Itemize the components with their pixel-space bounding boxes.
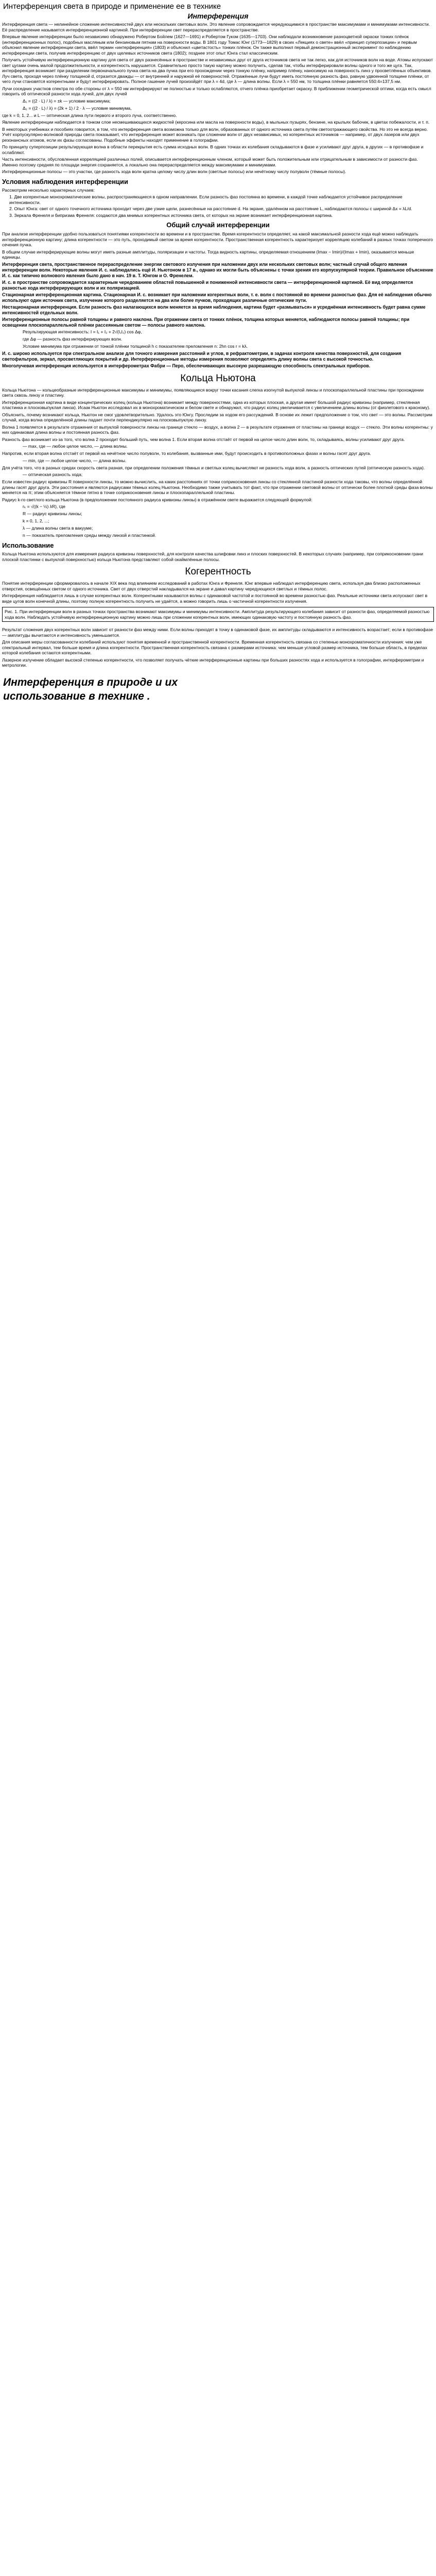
formula: λ — длина волны света в вакууме; [23, 526, 93, 531]
paragraph: Интерференционная картина в виде концентрических колец (кольца Ньютона) возникает между поверхностями, одна из которых плоская, а другая имеет большой радиус кривизны (например, стеклянная пластинка и плосковыпуклая линза). Исаак Ньютон исследовал их в монохроматическом и белом свете и обнаружил, что радиус колец увеличивается с увеличением длины волны (от фиолетового к красному). [2, 399, 430, 410]
paragraph: Интерференционные полосы — это участки, где разность хода волн кратна целому числу длин волн (светлые полосы) или нечётному числу полуволн (тёмные полосы). [2, 169, 346, 174]
section-heading-general-case: Общий случай интерференции [166, 221, 270, 229]
paragraph: Явление интерференции наблюдается в тонком слое несмешивающихся жидкостей (керосина или масла на поверхности воды), в мыльных пузырях, бензине, на крыльях бабочек, в цветах побежалости, и т. п. [2, 120, 430, 125]
formula: Результирующая интенсивность: I = I₁ + I₂ + 2√(I₁I₂) cos Δφ, [23, 329, 142, 334]
formula: — max, где — любое целое число, — длина волны. [23, 444, 128, 449]
formula: rₖ = √((k − ½) λR), где [23, 504, 66, 509]
closing-heading: Интерференция в природе и их использование в технике . [3, 676, 178, 702]
section-heading-interference: Интерференция [187, 12, 249, 20]
paragraph: Напротив, если вторая волна отстаёт от первой на нечётное число полуволн, то колебания, вызванные ими, будут происходить в противоположных фазах и волны гасят друг друга. [2, 451, 371, 456]
formula: Δ₂ = ((2 · L) / λ) = (2k + 1) / 2 · λ — условие минимума, [23, 105, 132, 111]
formula: — min, где — любое целое число, — длина волны. [23, 457, 127, 463]
paragraph: Интерференция света — нелинейное сложение интенсивностей двух или нескольких световых волн. Это явление сопровождается чередующимися в пространстве максимумами и минимумами интенсивности. Её распределение называется интерференционной картиной. При интерференции свет перераспределяется в пространстве. [2, 22, 430, 32]
paragraph: Лазерное излучение обладает высокой степенью когерентности, что позволяет получать чёткие интерференционные картины при больших разностях хода и используется в голографии, интерферометрии и метрологии. [2, 657, 424, 668]
paragraph: Если известен радиус кривизны R поверхности линзы, то можно вычислить, на каких расстояниях от точки соприкосновения линзы со стеклянной пластиной разности хода таковы, что волны определённой длины гасят друг друга. Эти расстояния и являются радиусами тёмных колец Ньютона. Необходимо также учитывать тот факт, что при отражении световой волны от оптически более плотной среды фаза волны меняется на π; этим объясняется тёмное пятно в точке соприкосновения линзы и плоскопараллельной пластины. [2, 479, 433, 495]
paragraph: Рассмотрим несколько характерных случаев: [2, 187, 95, 193]
formula: где Δφ — разность фаз интерферирующих волн. [23, 336, 123, 342]
paragraph: Интерференция наблюдается лишь в случае когерентных волн. Когерентными называются волны с одинаковой частотой и постоянной во времени разностью фаз. Реальные источники света испускают свет в виде цугов волн конечной длины, поэтому полную когерентность получить не удаётся, а можно говорить лишь о частичной когерентности излучения. [2, 593, 428, 604]
paragraph: Лучи соседних участков спектра по обе стороны от λ = 550 нм интерферируют не полностью и только ослабляются, отчего плёнка приобретает окраску. В приближении геометрической оптики, когда есть смысл говорить об оптической разности хода лучей, для двух лучей [2, 86, 431, 96]
bold-paragraph: Нестационарная интерференция. Если разность фаз налагающихся волн меняется за время наблюдения, картина будет «размываться» и усреднённая интенсивность будет равна сумме интенсивностей отдельных волн. [2, 304, 426, 315]
bold-paragraph: И. с. в пространстве сопровождается характерным чередованием областей повышенной и пониженной интенсивности света — интерференционной картиной. Её вид определяется разностью хода интерферирующих волн и их поляризацией. [2, 279, 413, 291]
document-title: Интерференция света в природе и применение ее в технике [3, 2, 221, 11]
paragraph: Получить устойчивую интерференционную картину для света от двух разнесённых в пространстве и независимых друг от друга источников света не так легко, как для источников волн на воде. Атомы испускают свет цугами очень малой продолжительности, и когерентность нарушается. Сравнительно просто такую картину можно получить, сделав так, чтобы интерферировали волны одного и того же цуга. Так, интерференция возникает при разделении первоначального пучка света на два пучка при его прохождении через тонкую плёнку, например плёнку, наносимую на поверхность линз у просветлённых объективов. Луч света, проходя через плёнку толщиной d, отразится дважды — от внутренней и наружной её поверхностей. Отражённые лучи будут иметь постоянную разность фаз, равную удвоенной толщине плёнки, от чего лучи становятся когерентными и будут интерферировать. Полное гашение лучей произойдёт при λ = 4d, где λ — длина волны. Если λ = 550 нм, то толщина плёнки равняется 550:4=137,5 нм. [2, 57, 433, 84]
section-heading-newton-rings: Кольца Ньютона [180, 372, 256, 384]
paragraph: Для учёта того, что в разных средах скорость света разная, при определении положения тёмных и светлых колец вычисляют не разность хода волн, а разность оптических путей (оптическую разность хода). [2, 465, 425, 470]
formula: Δ₁ = ((2 · L) / λ) = ±k — условие максимума; [23, 98, 111, 104]
list-item: 1. Две когерентные монохроматические волны, распространяющиеся в одном направлении. Если разность фаз постоянна во времени, в каждой точке наблюдается устойчивое распределение интенсивности. [9, 194, 403, 205]
list-item: 2. Опыт Юнга: свет от одного точечного источника проходит через две узкие щели, разнесённые на расстояние d. На экране, удалённом на расстояние L, наблюдаются полосы с шириной Δx = λL/d. [9, 206, 412, 211]
section-heading-conditions: Условия наблюдения интерференции [2, 177, 129, 185]
section-heading-coherence: Когерентность [185, 566, 251, 577]
formula: k = 0, 1, 2, ...; [23, 518, 49, 523]
figure-caption-box: Рис. 1. При интерференции волн в разных точках пространства возникают максимумы и минимумы интенсивности. Амплитуда результирующего колебания зависит от разности фаз, определяемой разностью хода волн. Наблюдать устойчивую интерференционную картину можно лишь при сложении когерентных волн, имеющих одинаковую частоту и постоянную разность фаз. [2, 607, 434, 622]
paragraph: Понятие интерференции сформировалось в начале XIX века под влиянием исследований в работах Юнга и Френеля. Юнг впервые наблюдал интерференцию света, используя два близко расположенных отверстия, освещённых светом от одного источника. Свет от двух отверстий накладывался на экране и давал картину чередующихся светлых и тёмных полос. [2, 581, 421, 591]
paragraph: Часть интенсивности, обусловленная корреляцией различных полей, описывается интерференционным членом, который может быть положительным или отрицательным в зависимости от разности фаз. Именно поэтому средняя по площади энергия сохраняется, а локально она перераспределяется между максимумами и минимумами. [2, 157, 418, 167]
bold-paragraph: Интерференция света, пространственное перераспределение энергии светового излучения при наложении двух или нескольких световых волн; частный случай общего явления интерференции волн. Некоторые явления И. с. наблюдались ещё И. Ньютоном в 17 в., однако их могли быть объяснены с точки зрения его корпускулярной теории. Правильное объяснение И. с. как типично волнового явления было дано в нач. 19 в. Т. Юнгом и О. Френелем. [2, 261, 433, 278]
paragraph: При анализе интерференции удобно пользоваться понятиями когерентности во времени и в пространстве. Время когерентности определяет, на какой максимальной разности хода ещё можно наблюдать интерференционную картину; длина когерентности — это путь, проходимый светом за время когерентности. Пространственная когерентность характеризует корреляцию колебаний в разных точках поперечного сечения пучка. [2, 231, 433, 247]
formula: n — показатель преломления среды между линзой и пластинкой. [23, 533, 156, 538]
paragraph: Объяснить, почему возникают кольца, Ньютон не смог удовлетворительно. Удалось это Юнгу. Проследим за ходом его рассуждений. В основе их лежит предположение о том, что свет — это волны. Рассмотрим случай, когда волна определённой длины падает почти перпендикулярно на плосковыпуклую линзу. [2, 412, 432, 422]
formula: Условие минимума при отражении от тонкой плёнки толщиной h с показателем преломления n: 2hn cos r = kλ. [23, 343, 248, 349]
paragraph: В общем случае интерферирующие волны могут иметь разные амплитуды, поляризации и частоты. Тогда видность картины, определяемая отношением (Imax − Imin)/(Imax + Imin), оказывается меньше единицы. [2, 249, 414, 260]
bold-paragraph: Интерференционные полосы равной толщины и равного наклона. При отражении света от тонких плёнок, толщина которых меняется, наблюдаются полосы равной толщины; при освещении плоскопараллельной плёнки рассеянным светом — полосы равного наклона. [2, 316, 410, 328]
paragraph: В некоторых учебниках и пособиях говорится, в том, что интерференция света возможна только для волн, образованных от одного источника света путём светоотражающего свойства. Но это не всегда верно. Учёт корпускулярно-волновой природы света показывает, что интерференция может возникать при сложении волн от двух независимых, но когерентных источников — например, от двух лазеров или двух резонансных атомов, если их фазы согласованы. Подобные эффекты находят применение в голографии. [2, 126, 428, 143]
paragraph: По принципу суперпозиции результирующая волна в области перекрытия есть сумма исходных волн. В одних точках их колебания складываются в фазе и усиливают друг друга, в других — в противофазе и ослабляют. [2, 144, 424, 155]
paragraph: где k = 0, 1, 2... и L — оптическая длина пути первого и второго луча, соответственно. [2, 112, 177, 118]
paragraph: Результат сложения двух когерентных волн зависит от разности фаз между ними. Если волны приходят в точку в одинаковой фазе, их амплитуды складываются и интенсивность возрастает; если в противофазе — амплитуды вычитаются и интенсивность уменьшается. [2, 627, 433, 638]
article-body [0, 22, 436, 668]
paragraph: Для описания меры согласованности колебаний используют понятия временной и пространственной когерентности. Временная когерентность связана со степенью монохроматичности излучения: чем уже спектральный интервал, тем больше время и длина когерентности. Пространственная когерентность связана с размерами источника: чем меньше угловой размер источника, тем больше область, в пределах которой колебания остаются когерентными. [2, 639, 427, 655]
list-item: 3. Зеркала Френеля и бипризма Френеля: создаются два мнимых когерентных источника света, от которых на экране возникает интерференционная картина. [9, 212, 333, 218]
paragraph: Волна 1 появляется в результате отражения от выпуклой поверхности линзы на границе стекло — воздух, а волна 2 — в результате отражения от пластины на границе воздух — стекло. Эти волны когерентны: у них одинаковая длина волны и постоянная разность фаз. [2, 424, 433, 435]
paragraph: Впервые явление интерференции было независимо обнаружено Робертом Бойлем (1627—1691) и Робертом Гуком (1635—1703). Они наблюдали возникновение разноцветной окраски тонких плёнок (интерференционных полос), подобных масляным или бензиновым пятнам на поверхности воды. В 1801 году Томас Юнг (1773—1829) в своих «Лекциях о свете» ввёл «принцип суперпозиции» и первым объяснил явление интерференции света, ввёл термин «интерференция» (1803) и объяснил «цветастость» тонких плёнок. Он также выполнил первый демонстрационный эксперимент по наблюдению интерференции света, получив интерференцию от двух щелевых источников света (1802); позднее этот опыт Юнга стал классическим. [2, 34, 417, 56]
formula: R — радиус кривизны линзы; [23, 511, 82, 516]
paragraph: Радиус k-го светлого кольца Ньютона (в предположении постоянного радиуса кривизны линзы) в отражённом свете выражается следующей формулой: [2, 497, 312, 502]
bold-paragraph: Многолучевая интерференция используется в интерферометрах Фабри — Перо, обеспечивающих высокую разрешающую способность спектральных приборов. [2, 363, 371, 368]
formula: — оптическая разность хода; [23, 472, 83, 477]
bold-paragraph: И. с. широко используется при спектральном анализе для точного измерения расстояний и углов, в рефрактометрии, в задачах контроля качества поверхностей, для создания светофильтров, зеркал, просветляющих покрытий и др. Интерференционные методы измерения позволяют определять длину волны света с высокой точностью. [2, 350, 402, 362]
paragraph: Разность фаз возникает из-за того, что волна 2 проходит больший путь, чем волна 1. Если вторая волна отстаёт от первой на целое число длин волн, то, складываясь, волны усиливают друг друга. [2, 436, 405, 442]
paragraph: Кольца Ньютона — кольцеобразные интерференционные максимумы и минимумы, появляющиеся вокруг точки касания слегка изогнутой выпуклой линзы и плоскопараллельной пластины при прохождении света сквозь линзу и пластину. [2, 387, 424, 398]
section-heading-usage: Использование [2, 541, 54, 549]
paragraph: Кольца Ньютона используются для измерения радиуса кривизны поверхностей, для контроля качества шлифовки линз и плоских поверхностей. В некоторых случаях (например, при соприкосновении грани плоской пластинки с выпуклой поверхностью) кольца Ньютона представляют собой окаймлённые полосы. [2, 551, 423, 562]
bold-paragraph: Стационарная интерференционная картина. Стационарная И. с. возникает при наложении когерентных волн, т. е. волн с постоянной во времени разностью фаз. Для её наблюдения обычно используют один источник света, излучение которого разделяется на два или более пучков, проходящих различные оптические пути. [2, 292, 432, 303]
